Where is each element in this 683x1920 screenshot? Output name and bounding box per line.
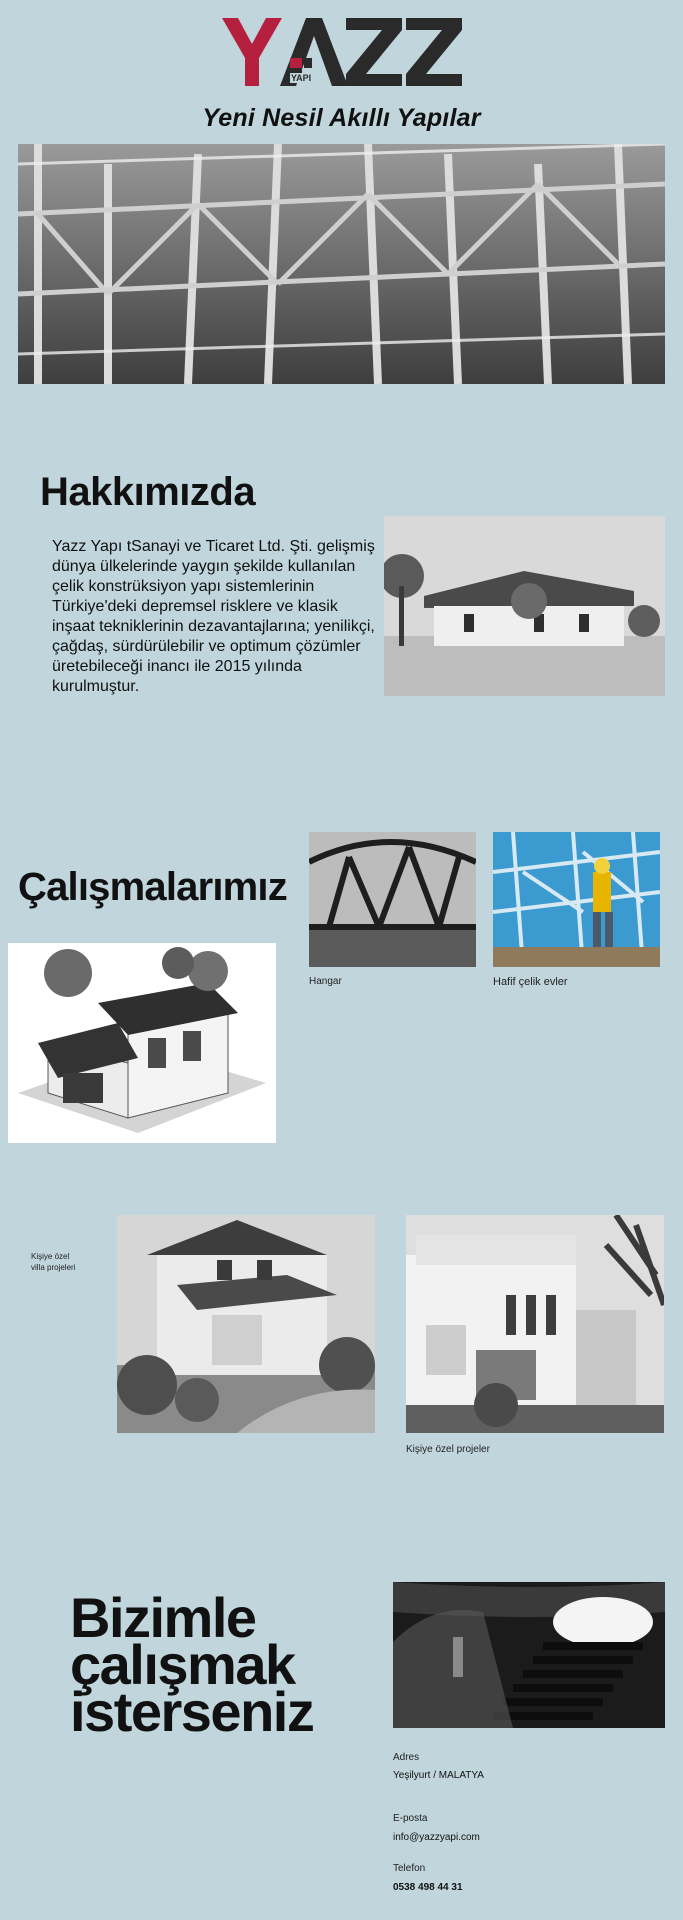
hangar-caption: Hangar <box>309 976 342 987</box>
hero-steel-frame-image <box>18 144 665 384</box>
villa-caption: Kişiye özel villa projeleri <box>31 1252 76 1272</box>
phone-link[interactable]: 0538 498 44 31 <box>393 1882 463 1893</box>
light-steel-house-image[interactable] <box>493 832 660 967</box>
tagline: Yeni Nesil Akıllı Yapılar <box>202 104 481 132</box>
staircase-image <box>393 1582 665 1728</box>
house-photo-image <box>384 516 665 696</box>
phone-label: Telefon <box>393 1863 426 1874</box>
about-text: Yazz Yapı tSanayi ve Ticaret Ltd. Şti. gelişmiş dünya ülkelerinde yaygın şekilde kullanılan çelik konstrüksiyon yapı sistemlerinin Türkiye'deki depremsel risklere ve klasik inşaat tekniklerinin dezavantajlarına; yenilikçi, çağdaş, sürdürülebilir ve optimum çözümler üretebileceği inancı ile 2015 yılında kurulmuştur. <box>52 538 375 695</box>
custom-project-caption: Kişiye özel projeler <box>406 1444 490 1455</box>
email-label: E-posta <box>393 1813 428 1824</box>
villa-photo-image[interactable] <box>117 1215 375 1433</box>
contact-heading: Bizimle çalışmak isterseniz <box>70 1586 314 1743</box>
logo-subtext: YAPI <box>291 73 312 83</box>
custom-project-image[interactable] <box>406 1215 664 1433</box>
address-value: Yeşilyurt / MALATYA <box>393 1770 484 1781</box>
modern-house-render-image[interactable] <box>8 943 276 1143</box>
light-steel-caption: Hafif çelik evler <box>493 976 568 988</box>
about-heading: Hakkımızda <box>40 470 256 514</box>
hangar-image[interactable] <box>309 832 476 967</box>
works-heading: Çalışmalarımız <box>18 865 287 909</box>
address-label: Adres <box>393 1752 420 1763</box>
email-link[interactable]: info@yazzyapi.com <box>393 1832 480 1843</box>
brand-logo[interactable] <box>222 18 462 86</box>
